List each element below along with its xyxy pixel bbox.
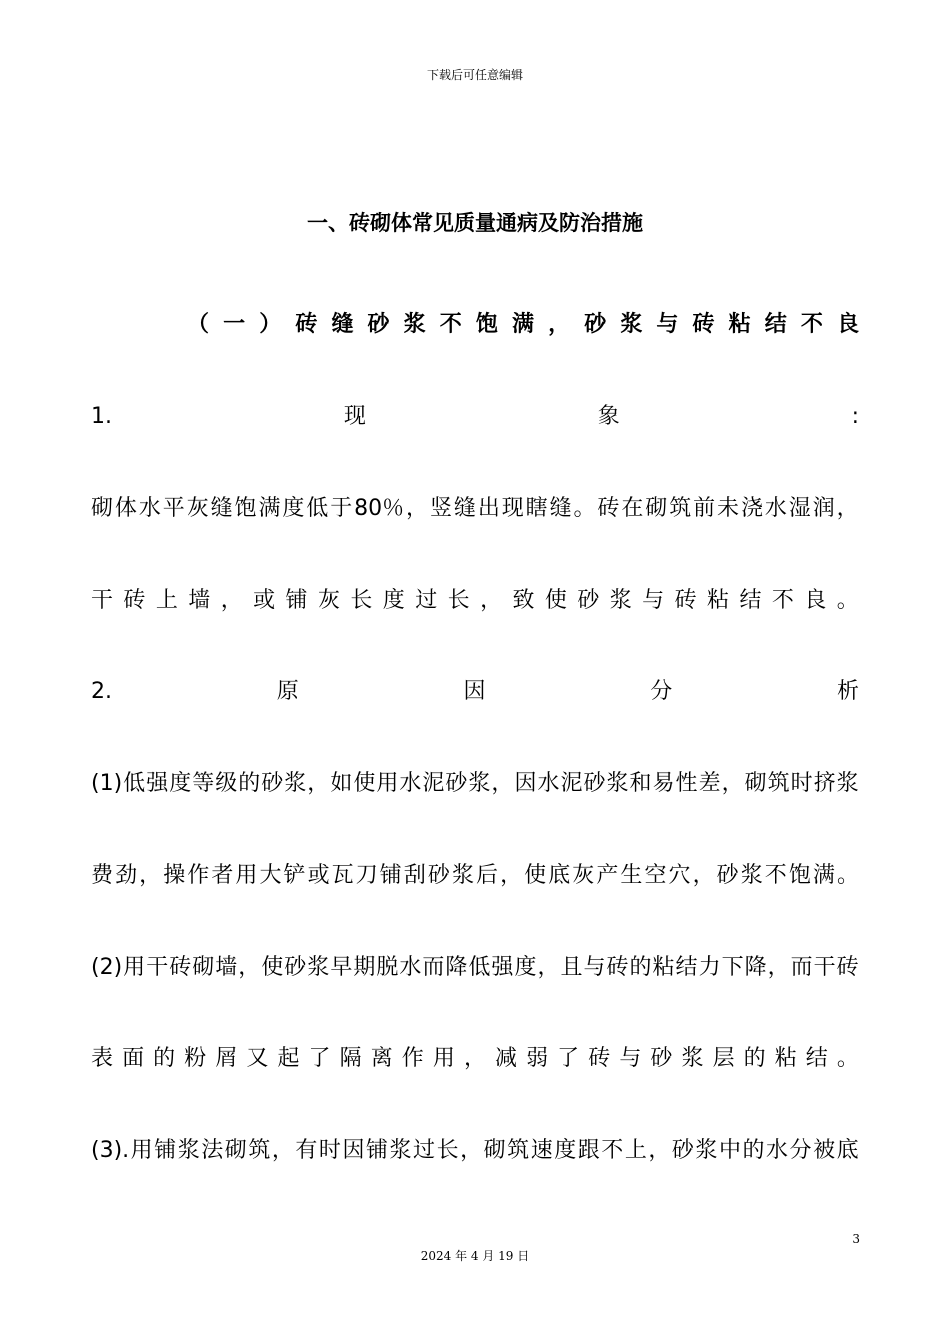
text-segment: 现 (501, 496, 524, 521)
text-segment: 一 (223, 312, 246, 337)
text-segment: 作 (401, 1046, 424, 1071)
text-segment: 强 (491, 955, 514, 980)
text-segment: 起 (277, 1046, 300, 1071)
text-segment: ， (406, 496, 429, 521)
text-segment: 过 (413, 1138, 436, 1163)
text-segment: 。 (836, 863, 859, 888)
text-segment: 平 (162, 496, 185, 521)
text-segment: 砖 (597, 496, 620, 521)
text-segment: 浆 (307, 955, 330, 980)
text-segment: 水 (766, 1138, 789, 1163)
text-segment: 筑 (507, 1138, 530, 1163)
text-segment: 泥 (560, 771, 583, 796)
text-segment: 瞎 (525, 496, 548, 521)
text-segment: 刮 (403, 863, 426, 888)
section-2-label (91, 677, 859, 707)
text-segment: 铺 (154, 1138, 177, 1163)
text-segment: 浆 (609, 588, 632, 613)
text-segment: 泥 (422, 771, 445, 796)
text-segment: 和 (629, 771, 652, 796)
analysis-line-2 (91, 861, 859, 891)
text-segment: 低 (306, 496, 329, 521)
text-segment: 饱 (788, 863, 811, 888)
text-segment: 差 (698, 771, 721, 796)
text-segment: 用 (376, 771, 399, 796)
text-segment: 如 (330, 771, 353, 796)
text-segment: 易 (652, 771, 675, 796)
text-segment: ， (139, 863, 162, 888)
text-segment: 屑 (215, 1046, 238, 1071)
text-segment: 饱 (234, 496, 257, 521)
analysis-line-5 (91, 1136, 859, 1166)
text-segment: 下 (721, 955, 744, 980)
text-segment: 砖 (169, 955, 192, 980)
text-segment: 砂 (650, 1046, 673, 1071)
text-segment: 底 (548, 863, 571, 888)
text-segment: ， (480, 588, 503, 613)
text-segment: 水 (537, 771, 560, 796)
text-segment: 生 (620, 863, 643, 888)
text-segment: 砌 (483, 1138, 506, 1163)
text-segment: (2) (91, 955, 123, 980)
text-segment: 粘 (652, 955, 675, 980)
text-segment: ， (648, 1138, 671, 1163)
text-segment: 级 (215, 771, 238, 796)
text-segment: 度 (382, 588, 405, 613)
text-segment: 表 (91, 1046, 114, 1071)
text-segment: ） (259, 312, 282, 337)
text-segment: 用 (432, 1046, 455, 1071)
text-segment: 缝 (331, 312, 354, 337)
text-segment: 浆 (740, 863, 763, 888)
text-segment: 致 (512, 588, 535, 613)
text-segment: ， (491, 771, 514, 796)
text-segment: 铺 (365, 1138, 388, 1163)
text-segment: 粘 (707, 588, 730, 613)
text-segment: ， (463, 1046, 486, 1071)
text-segment: 性 (675, 771, 698, 796)
text-segment: 砂 (284, 955, 307, 980)
text-segment: 筑 (248, 1138, 271, 1163)
text-segment: 浆 (695, 1138, 718, 1163)
text-segment: 浆 (836, 771, 859, 796)
text-segment: 满 (511, 312, 534, 337)
text-segment: 期 (353, 955, 376, 980)
text-segment: 饱 (475, 312, 498, 337)
text-segment: 低 (468, 955, 491, 980)
text-segment: 1. (91, 404, 112, 429)
text-segment: 降 (744, 955, 767, 980)
text-segment: 早 (330, 955, 353, 980)
text-segment: 长 (436, 1138, 459, 1163)
text-segment: 跟 (577, 1138, 600, 1163)
text-segment: 减 (495, 1046, 518, 1071)
text-segment: 于 (330, 496, 353, 521)
text-segment: 水 (138, 496, 161, 521)
text-segment: 粉 (184, 1046, 207, 1071)
text-segment: 湿 (788, 496, 811, 521)
text-segment: 上 (624, 1138, 647, 1163)
text-segment: 因 (342, 1138, 365, 1163)
text-segment: 砌 (91, 496, 114, 521)
text-segment: 或 (307, 863, 330, 888)
text-segment: 穴 (668, 863, 691, 888)
text-segment: 砂 (671, 1138, 694, 1163)
text-segment: 粘 (774, 1046, 797, 1071)
text-segment: 因 (514, 771, 537, 796)
text-segment: 缝 (453, 496, 476, 521)
text-segment: 灰 (317, 588, 340, 613)
text-segment: 。 (836, 588, 859, 613)
text-segment: 浆 (468, 771, 491, 796)
text-segment: 的 (238, 771, 261, 796)
text-segment: 费 (91, 863, 114, 888)
text-segment: 使 (353, 771, 376, 796)
text-segment: 分 (789, 1138, 812, 1163)
text-segment: ， (271, 1138, 294, 1163)
text-segment: 与 (619, 1046, 642, 1071)
text-segment: 砌 (645, 496, 668, 521)
text-segment: 原 (276, 679, 299, 704)
text-segment: 砖 (588, 1046, 611, 1071)
text-segment: 分 (650, 679, 673, 704)
text-segment: 与 (583, 955, 606, 980)
text-segment: 的 (742, 1138, 765, 1163)
text-segment: 空 (644, 863, 667, 888)
text-segment: 降 (445, 955, 468, 980)
text-segment: 砖 (836, 955, 859, 980)
text-segment: 结 (764, 312, 787, 337)
text-segment: 浆 (681, 1046, 704, 1071)
text-segment: 未 (717, 496, 740, 521)
text-segment: 出 (477, 496, 500, 521)
analysis-line-4 (91, 1044, 859, 1074)
text-segment: 干 (146, 955, 169, 980)
text-segment: ， (238, 955, 261, 980)
text-segment: 结 (805, 1046, 828, 1071)
text-segment: 力 (698, 955, 721, 980)
text-segment: 离 (370, 1046, 393, 1071)
text-segment: ， (460, 1138, 483, 1163)
text-segment: 浆 (284, 771, 307, 796)
text-segment: 过 (415, 588, 438, 613)
text-segment: 或 (253, 588, 276, 613)
text-segment: 浆 (451, 863, 474, 888)
text-segment: 干 (91, 588, 114, 613)
text-segment: ， (836, 496, 859, 521)
text-segment: 因 (463, 679, 486, 704)
text-segment: 强 (146, 771, 169, 796)
analysis-line-1 (91, 769, 859, 799)
text-segment: 不 (800, 312, 823, 337)
text-segment: 浆 (606, 771, 629, 796)
footer-date: 2024 年 4 月 19 日 (420, 1249, 530, 1263)
text-segment: 砂 (261, 771, 284, 796)
text-segment: 上 (155, 588, 178, 613)
text-segment: 后 (476, 863, 499, 888)
text-segment: 速 (530, 1138, 553, 1163)
text-segment: 浆 (403, 312, 426, 337)
text-segment: 满 (812, 863, 835, 888)
text-segment: 粘 (728, 312, 751, 337)
text-segment: 缝 (549, 496, 572, 521)
analysis-line-3 (91, 953, 859, 983)
text-segment: 水 (399, 771, 422, 796)
text-segment: 而 (422, 955, 445, 980)
text-segment: 长 (350, 588, 373, 613)
text-segment: 用 (130, 1138, 153, 1163)
text-segment: 砖 (606, 955, 629, 980)
text-segment: 良 (804, 588, 827, 613)
text-segment: 满 (258, 496, 281, 521)
text-segment: 浇 (740, 496, 763, 521)
text-segment: ， (307, 771, 330, 796)
text-segment: 操 (163, 863, 186, 888)
text-segment: 与 (656, 312, 679, 337)
text-segment: 时 (318, 1138, 341, 1163)
text-segment: 使 (544, 588, 567, 613)
text-segment: ， (500, 863, 523, 888)
text-segment: 的 (629, 955, 652, 980)
text-segment: 结 (675, 955, 698, 980)
text-segment: ， (537, 955, 560, 980)
text-segment: 砌 (744, 771, 767, 796)
text-segment: 而 (790, 955, 813, 980)
text-segment: 不 (771, 588, 794, 613)
text-segment: 砌 (224, 1138, 247, 1163)
text-segment: 水 (399, 955, 422, 980)
text-segment: 用 (235, 863, 258, 888)
text-segment: 度 (169, 771, 192, 796)
text-segment: 2. (91, 679, 112, 704)
page-number: 3 (852, 1232, 860, 1246)
text-segment: 脱 (376, 955, 399, 980)
text-segment: (3). (91, 1138, 130, 1163)
text-segment: 干 (813, 955, 836, 980)
text-segment: 了 (557, 1046, 580, 1071)
text-segment: 被 (813, 1138, 836, 1163)
text-segment: 的 (153, 1046, 176, 1071)
text-segment: 砖 (295, 312, 318, 337)
subheading (187, 310, 859, 340)
text-segment: 时 (790, 771, 813, 796)
text-segment: 现 (343, 404, 366, 429)
text-segment: 有 (295, 1138, 318, 1163)
text-segment: 度 (514, 955, 537, 980)
text-segment: 劲 (115, 863, 138, 888)
text-segment: 瓦 (331, 863, 354, 888)
text-segment: 大 (259, 863, 282, 888)
text-segment: 隔 (339, 1046, 362, 1071)
text-segment: 的 (743, 1046, 766, 1071)
text-segment: 铲 (283, 863, 306, 888)
text-segment: 铺 (285, 588, 308, 613)
text-segment: 80％ (354, 496, 405, 521)
document-title: 一、砖砌体常见质量通病及防治措施 (307, 211, 643, 235)
text-segment: ， (721, 771, 744, 796)
text-segment: 不 (601, 1138, 624, 1163)
text-segment: 浆 (620, 312, 643, 337)
text-segment: 不 (439, 312, 462, 337)
text-segment: : (851, 404, 859, 429)
text-segment: 灰 (572, 863, 595, 888)
text-segment: 前 (693, 496, 716, 521)
text-segment: 挤 (813, 771, 836, 796)
text-segment: 又 (246, 1046, 269, 1071)
section-1-label (91, 402, 859, 432)
text-segment: 使 (524, 863, 547, 888)
text-segment: 筑 (669, 496, 692, 521)
text-segment: 铺 (379, 863, 402, 888)
text-segment: 了 (308, 1046, 331, 1071)
page-header: 下载后可任意编辑 (426, 68, 523, 82)
text-segment: (1) (91, 771, 123, 796)
text-segment: 。 (836, 1046, 859, 1071)
text-segment: 度 (282, 496, 305, 521)
text-segment: 。 (573, 496, 596, 521)
text-segment: 砂 (716, 863, 739, 888)
text-segment: 良 (836, 312, 859, 337)
text-segment: 度 (554, 1138, 577, 1163)
paragraph-line-1 (91, 494, 859, 524)
text-segment: 用 (123, 955, 146, 980)
text-segment: 浆 (389, 1138, 412, 1163)
text-segment: 使 (261, 955, 284, 980)
text-segment: 墙 (215, 955, 238, 980)
text-segment: 砂 (577, 588, 600, 613)
text-segment: 砂 (583, 771, 606, 796)
text-segment: 法 (201, 1138, 224, 1163)
text-segment: 低 (123, 771, 146, 796)
text-segment: 润 (812, 496, 835, 521)
text-segment: 在 (621, 496, 644, 521)
text-segment: 缝 (210, 496, 233, 521)
text-segment: 刀 (355, 863, 378, 888)
text-segment: 砂 (367, 312, 390, 337)
text-segment: 产 (596, 863, 619, 888)
text-segment: 砖 (692, 312, 715, 337)
text-segment: 且 (560, 955, 583, 980)
text-segment: 弱 (526, 1046, 549, 1071)
text-segment: ， (220, 588, 243, 613)
text-segment: 者 (211, 863, 234, 888)
text-segment: 不 (764, 863, 787, 888)
text-segment: 筑 (767, 771, 790, 796)
text-segment: 竖 (429, 496, 452, 521)
text-segment: 与 (642, 588, 665, 613)
text-segment: 砂 (445, 771, 468, 796)
text-segment: 砖 (674, 588, 697, 613)
text-segment: 等 (192, 771, 215, 796)
text-segment: 体 (114, 496, 137, 521)
text-segment: 结 (739, 588, 762, 613)
text-segment: 砂 (427, 863, 450, 888)
text-segment: 砌 (192, 955, 215, 980)
text-segment: 中 (718, 1138, 741, 1163)
text-segment: 长 (447, 588, 470, 613)
text-segment: 面 (122, 1046, 145, 1071)
text-segment: 墙 (188, 588, 211, 613)
text-segment: 水 (764, 496, 787, 521)
text-segment: 象 (597, 404, 620, 429)
text-segment: 析 (836, 679, 859, 704)
text-segment: 砂 (584, 312, 607, 337)
text-segment: ， (548, 312, 571, 337)
text-segment: （ (187, 312, 210, 337)
paragraph-line-2 (91, 586, 859, 616)
text-segment: 层 (712, 1046, 735, 1071)
text-segment: 底 (836, 1138, 859, 1163)
text-segment: 砖 (123, 588, 146, 613)
text-segment: ， (767, 955, 790, 980)
text-segment: ， (692, 863, 715, 888)
text-segment: 作 (187, 863, 210, 888)
text-segment: 浆 (177, 1138, 200, 1163)
text-segment: 灰 (186, 496, 209, 521)
